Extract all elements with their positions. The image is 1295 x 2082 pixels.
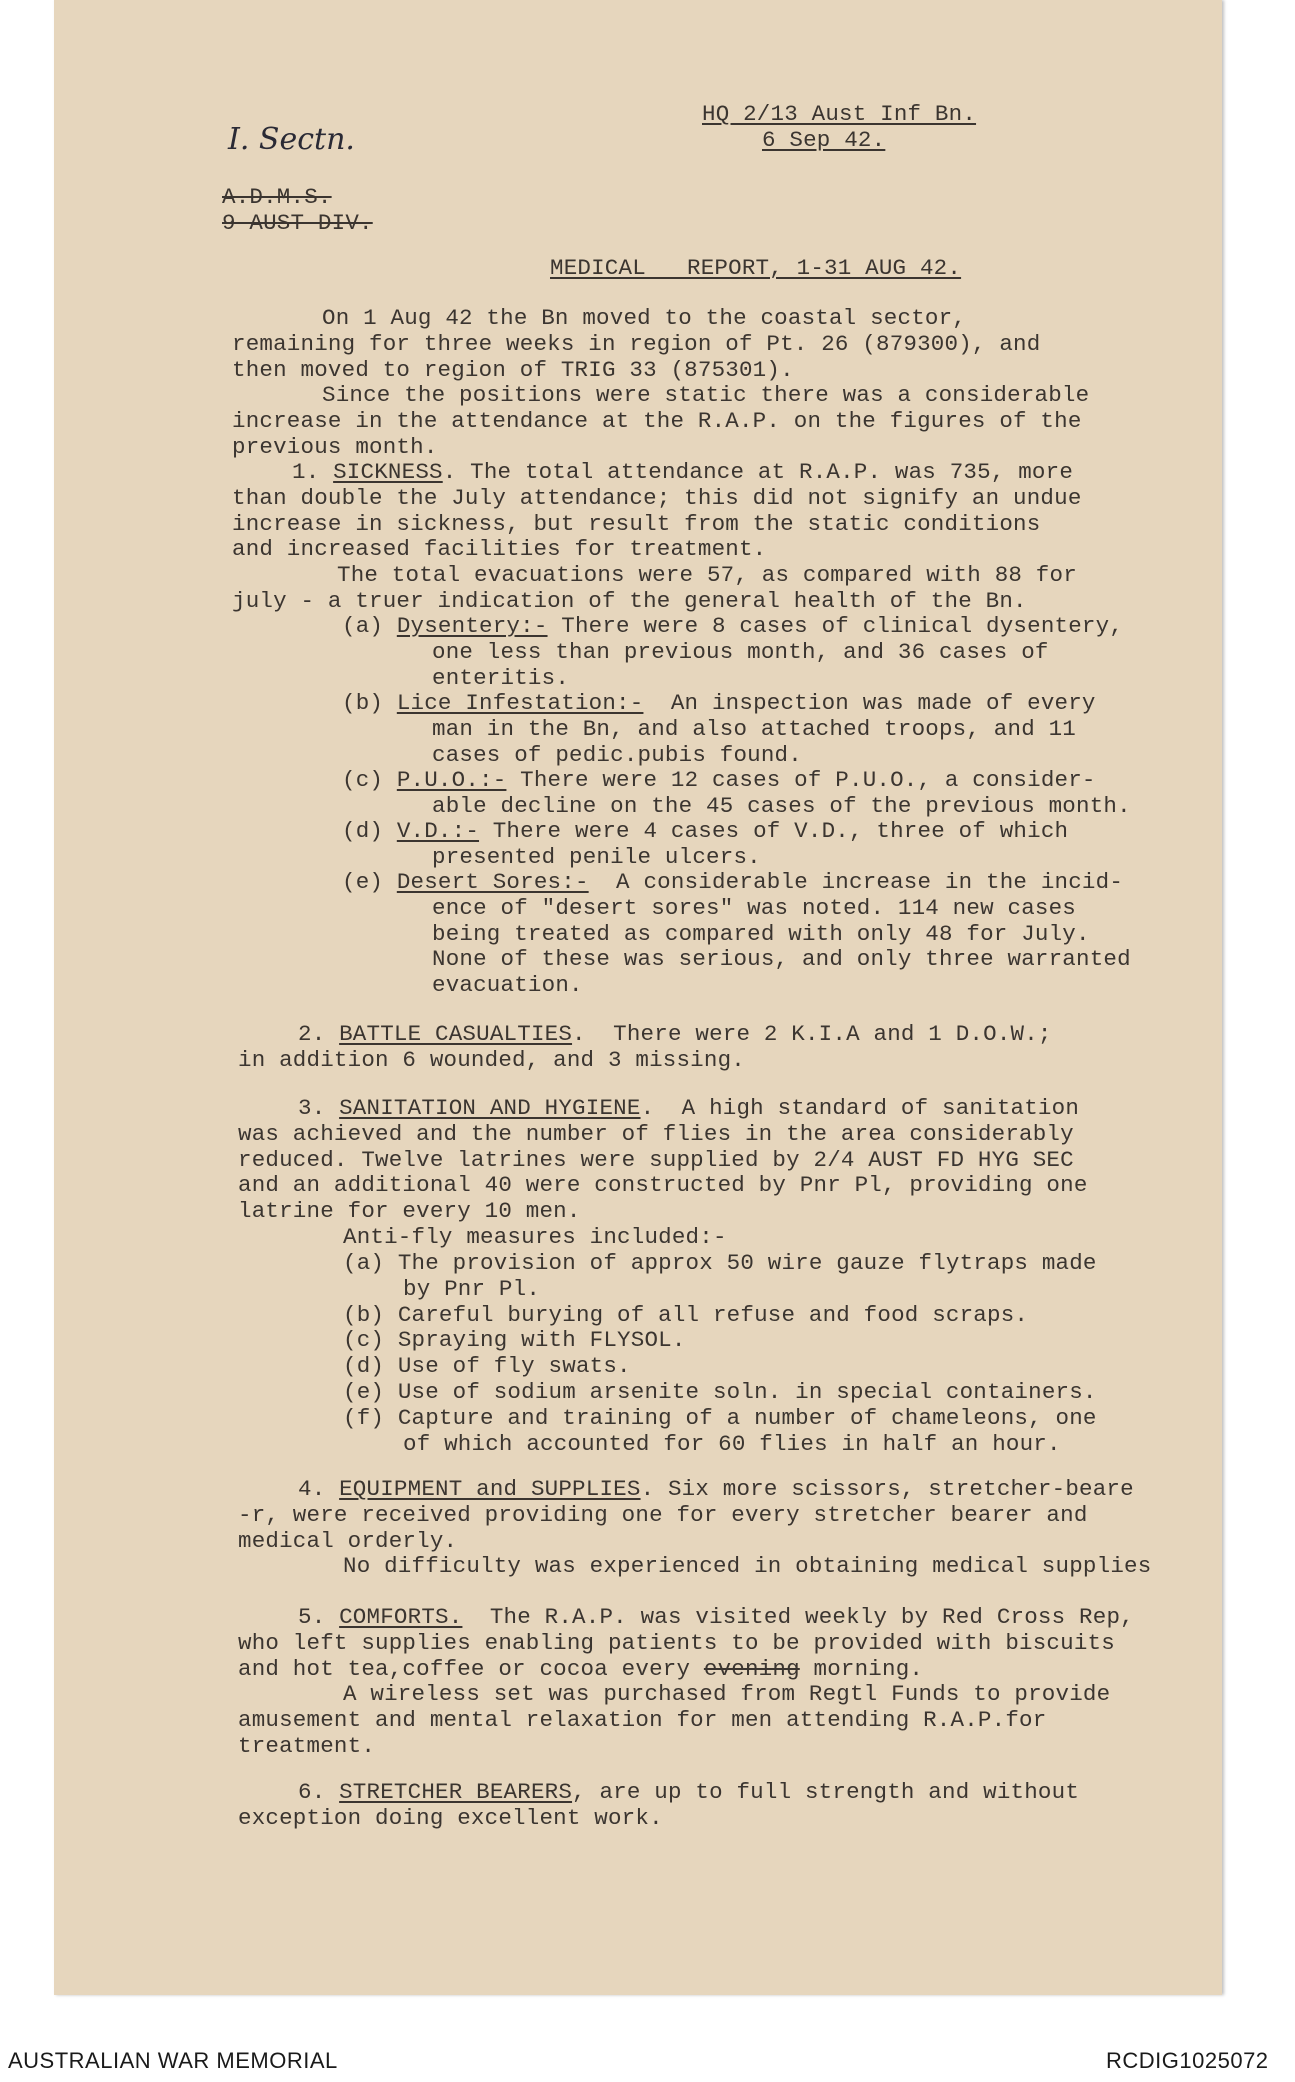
section-stretcher-bearers: 6. STRETCHER BEARERS, are up to full strength and without exception doing excellent work. <box>238 1779 1080 1831</box>
archive-credit: AUSTRALIAN WAR MEMORIAL <box>8 2048 338 2073</box>
sickness-item-desert-sores: (e) Desert Sores:- A considerable increase in the incid- ence of "desert sores" was noted. 114 new cases being treated as compared with only 48 for July. None of these was serious, and only three warranted evacuation. <box>342 869 1131 999</box>
handwritten-annotation: I. Sectn. <box>228 122 355 157</box>
archive-reference: RCDIG1025072 <box>1106 2048 1269 2073</box>
intro-paragraph-1: On 1 Aug 42 the Bn moved to the coastal sector, remaining for three weeks in region of Pt. 26 (879300), and then moved to region of TRIG 33 (875301). <box>232 305 1041 383</box>
report-title: MEDICAL REPORT, 1-31 AUG 42. <box>550 255 962 281</box>
intro-paragraph-2: Since the positions were static there was a considerable increase in the attendance at the R.A.P. on the figures of the previous month. <box>232 382 1090 460</box>
section-comforts: 5. COMFORTS. The R.A.P. was visited weekly by Red Cross Rep, who left supplies enabling patients to be provided with biscuits and hot tea,coffee or cocoa every evening morning. A wireless set was purchased from Regtl Funds to provide amusement and mental relaxation for men attending R.A.P.for treatment. <box>238 1604 1134 1759</box>
sickness-item-vd: (d) V.D.:- There were 4 cases of V.D., three of which presented penile ulcers. <box>342 818 1069 870</box>
section-equipment: 4. EQUIPMENT and SUPPLIES. Six more scissors, stretcher-beare -r, were received providing one for every stretcher bearer and medical orderly. No difficulty was experienced in obtaining medical supplies <box>238 1476 1152 1580</box>
sickness-item-dysentery: (a) Dysentery:- There were 8 cases of clinical dysentery, one less than previous month, and 36 cases of enteritis. <box>342 613 1124 691</box>
antifly-measures-list: (a) The provision of approx 50 wire gauze flytraps made by Pnr Pl. (b) Careful burying of all refuse and food scraps. (c) Spraying with FLYSOL. (d) Use of fly swats. (e) Use of sodium arsenite soln. in special containers. (f) Capture and training of a number of chameleons, one of which accounted for 60 flies in half an hour. <box>343 1250 1097 1457</box>
section-sanitation: 3. SANITATION AND HYGIENE. A high standard of sanitation was achieved and the number of flies in the area considerably reduced. Twelve latrines were supplied by 2/4 AUST FD HYG SEC and an additional 40 were constructed by Pnr Pl, providing one latrine for every 10 men. Anti-fly measures included:- <box>238 1095 1088 1250</box>
report-date: 6 Sep 42. <box>762 127 886 153</box>
unit-header: HQ 2/13 Aust Inf Bn. <box>702 101 977 127</box>
addressee-line-2: 9 AUST DIV. <box>222 210 373 236</box>
sickness-item-puo: (c) P.U.O.:- There were 12 cases of P.U.O., a consider- able decline on the 45 cases of the previous month. <box>342 767 1131 819</box>
sickness-item-lice: (b) Lice Infestation:- An inspection was made of every man in the Bn, and also attached troops, and 11 cases of pedic.pubis found. <box>342 690 1096 768</box>
addressee-line-1: A.D.M.S. <box>222 184 332 210</box>
section-battle-casualties: 2. BATTLE CASUALTIES. There were 2 K.I.A and 1 D.O.W.; in addition 6 wounded, and 3 missing. <box>238 1021 1052 1073</box>
section-sickness: 1. SICKNESS. The total attendance at R.A.P. was 735, more than double the July attendance; this did not signify an undue increase in sickness, but result from the static conditions and increased facilities for treatment. The total evacuations were 57, as compared with 88 for july - a truer indication of the general health of the Bn. <box>232 459 1082 614</box>
